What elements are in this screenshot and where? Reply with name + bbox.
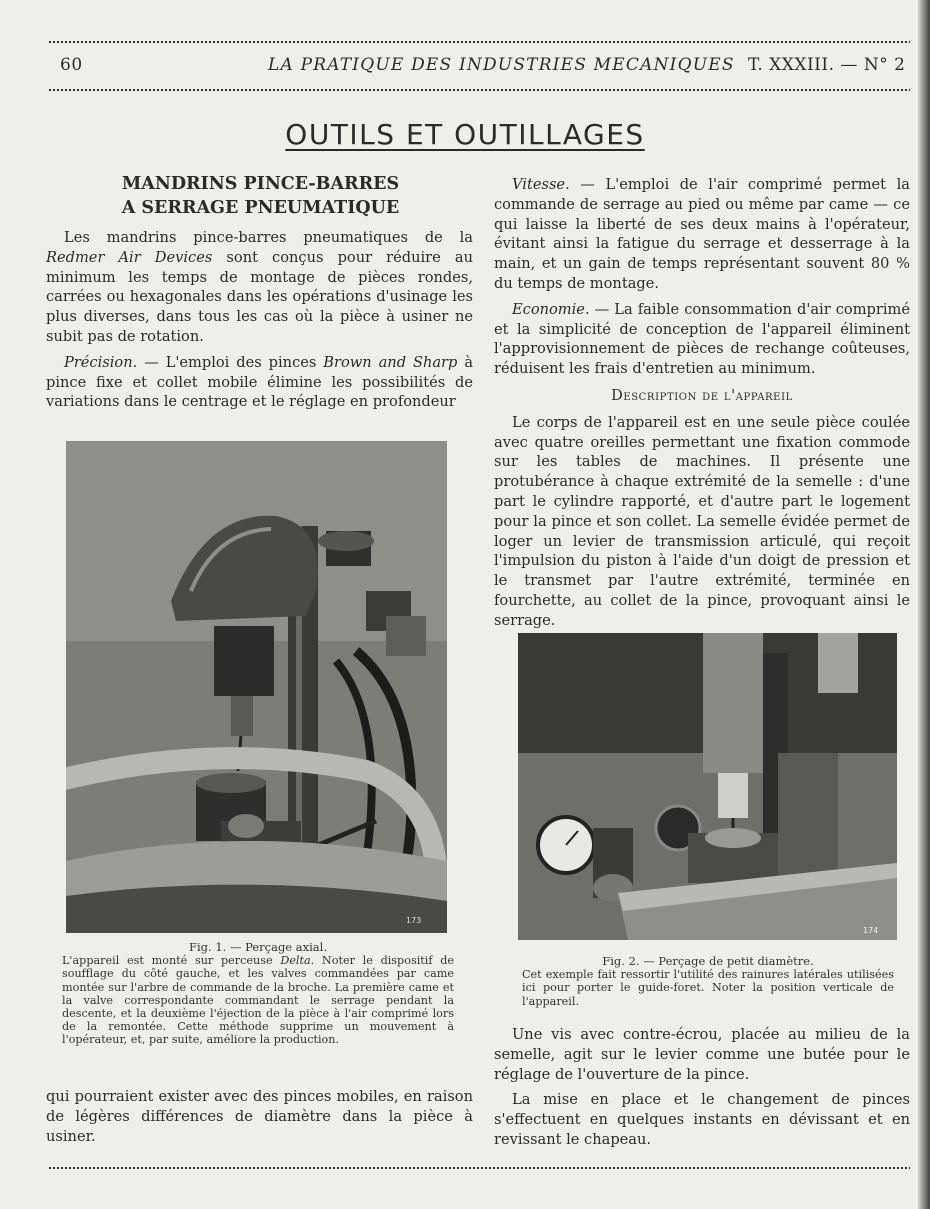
precision-continuation: qui pourraient exister avec des pinces mobiles, en raison de légères différences de diamètre dans la pièce à usiner.	[46, 1088, 473, 1145]
dotted-rule-header	[48, 88, 910, 92]
precision-paragraph: Précision. — L'emploi des pinces Brown and Sharp à pince fixe et collet mobile élimine les possibilités de variations dans le centrage et le réglage en profondeur	[46, 353, 474, 411]
journal-title: LA PRATIQUE DES INDUSTRIES MECANIQUES	[268, 55, 735, 75]
fig2-label: Fig. 2. — Perçage de petit diamètre.	[602, 954, 814, 968]
section-title: OUTILS ET OUTILLAGES	[285, 118, 645, 151]
mise-en-place-paragraph: La mise en place et le changement de pinces s'effectuent en quelques instants en dévissant et en revissant le chapeau.	[494, 1091, 910, 1148]
fig2-photo-number: 174	[863, 926, 879, 935]
dotted-rule-footer	[48, 1166, 910, 1170]
article-title	[48, 172, 473, 220]
left-column-text	[46, 228, 473, 418]
fig2-caption: Fig. 2. — Perçage de petit diamètre. Cet exemple fait ressortir l'utilité des rainures latérales utilisées ici pour porter le guide-foret. Noter la position verticale de l'appareil.	[522, 954, 894, 1008]
left-column-continuation	[46, 1087, 473, 1152]
fig1-photo-number: 173	[406, 916, 422, 925]
fig1-label: Fig. 1. — Perçage axial.	[189, 940, 327, 954]
description-heading: Description de l'appareil	[611, 387, 793, 404]
vitesse-label: Vitesse.	[512, 176, 570, 193]
economie-paragraph: Economie. — La faible consommation d'air comprimé et la simplicité de conception de l'appareil éliminent l'approvisionnement de pièces de rechange coûteuses, réduisent les frais d'entretien au minimum.	[494, 300, 910, 378]
running-head	[60, 55, 910, 79]
right-column-text	[494, 175, 910, 637]
small-diameter-drilling-illustration	[518, 633, 897, 940]
vis-paragraph: Une vis avec contre-écrou, placée au milieu de la semelle, agit sur le levier comme une butée pour le réglage de l'ouverture de la pince.	[494, 1026, 910, 1083]
volume-issue: T. XXXIII. — N° 2	[748, 55, 906, 75]
page-edge	[918, 0, 930, 1209]
brand-brown-sharp: Brown and Sharp	[323, 353, 458, 371]
fig1-caption: Fig. 1. — Perçage axial. L'appareil est monté sur perceuse Delta. Noter le dispositif de soufflage du côté gauche, et les valves commandées par came montée sur l'arbre de commande de la broche. La première came et la valve correspondante commandant le serrage pendant la descente, et la deuxième l'éjection de la pièce à l'air comprimé lors de la remontée. Cette méthode supprime un mouvement à l'opérateur, et, par suite, améliore la production.	[62, 940, 454, 1047]
dotted-rule-top	[48, 40, 910, 44]
description-paragraph: Le corps de l'appareil est en une seule pièce coulée avec quatre oreilles permettant une fixation commode sur les tables de machines. Il présente une protubérance à chaque extrémité de la semelle : d'une part le cylindre rapporté, et d'autre part le logement pour la pince et son collet. La semelle évidée permet de loger un levier de transmission articulé, qui reçoit l'impulsion du piston à l'aide d'un doigt de pression et le transmet par l'autre extrémité, terminée en fourchette, au collet de la pince, provoquant ainsi le serrage.	[494, 413, 910, 629]
fig1-photo	[66, 441, 447, 933]
drill-press-axial-illustration	[66, 441, 447, 933]
intro-paragraph: Les mandrins pince-barres pneumatiques de la Redmer Air Devices sont conçus pour réduire au minimum les temps de montage de pièces rondes, carrées ou hexagonales dans les opérations d'usinage les plus diverses, dans tous les cas où la pièce à usiner ne subit pas de rotation.	[46, 229, 473, 345]
vitesse-paragraph: Vitesse. — L'emploi de l'air comprimé permet la commande de serrage au pied ou même par came — ce qui laisse la liberté de ses deux mains à l'opérateur, évitant ainsi la fatigue du serrage et desserrage à la main, et un gain de temps représentant souvent 80 % du temps de montage.	[494, 176, 910, 292]
brand-redmer: Redmer Air Devices	[46, 248, 213, 266]
precision-label: Précision.	[64, 353, 138, 371]
right-column-continuation	[494, 1025, 910, 1156]
article-title-line1: MANDRINS PINCE-BARRES	[121, 174, 400, 194]
article-title-line2: A SERRAGE PNEUMATIQUE	[121, 198, 400, 218]
page-number: 60	[60, 55, 83, 75]
economie-label: Economie.	[512, 300, 590, 318]
fig2-photo	[518, 633, 897, 940]
